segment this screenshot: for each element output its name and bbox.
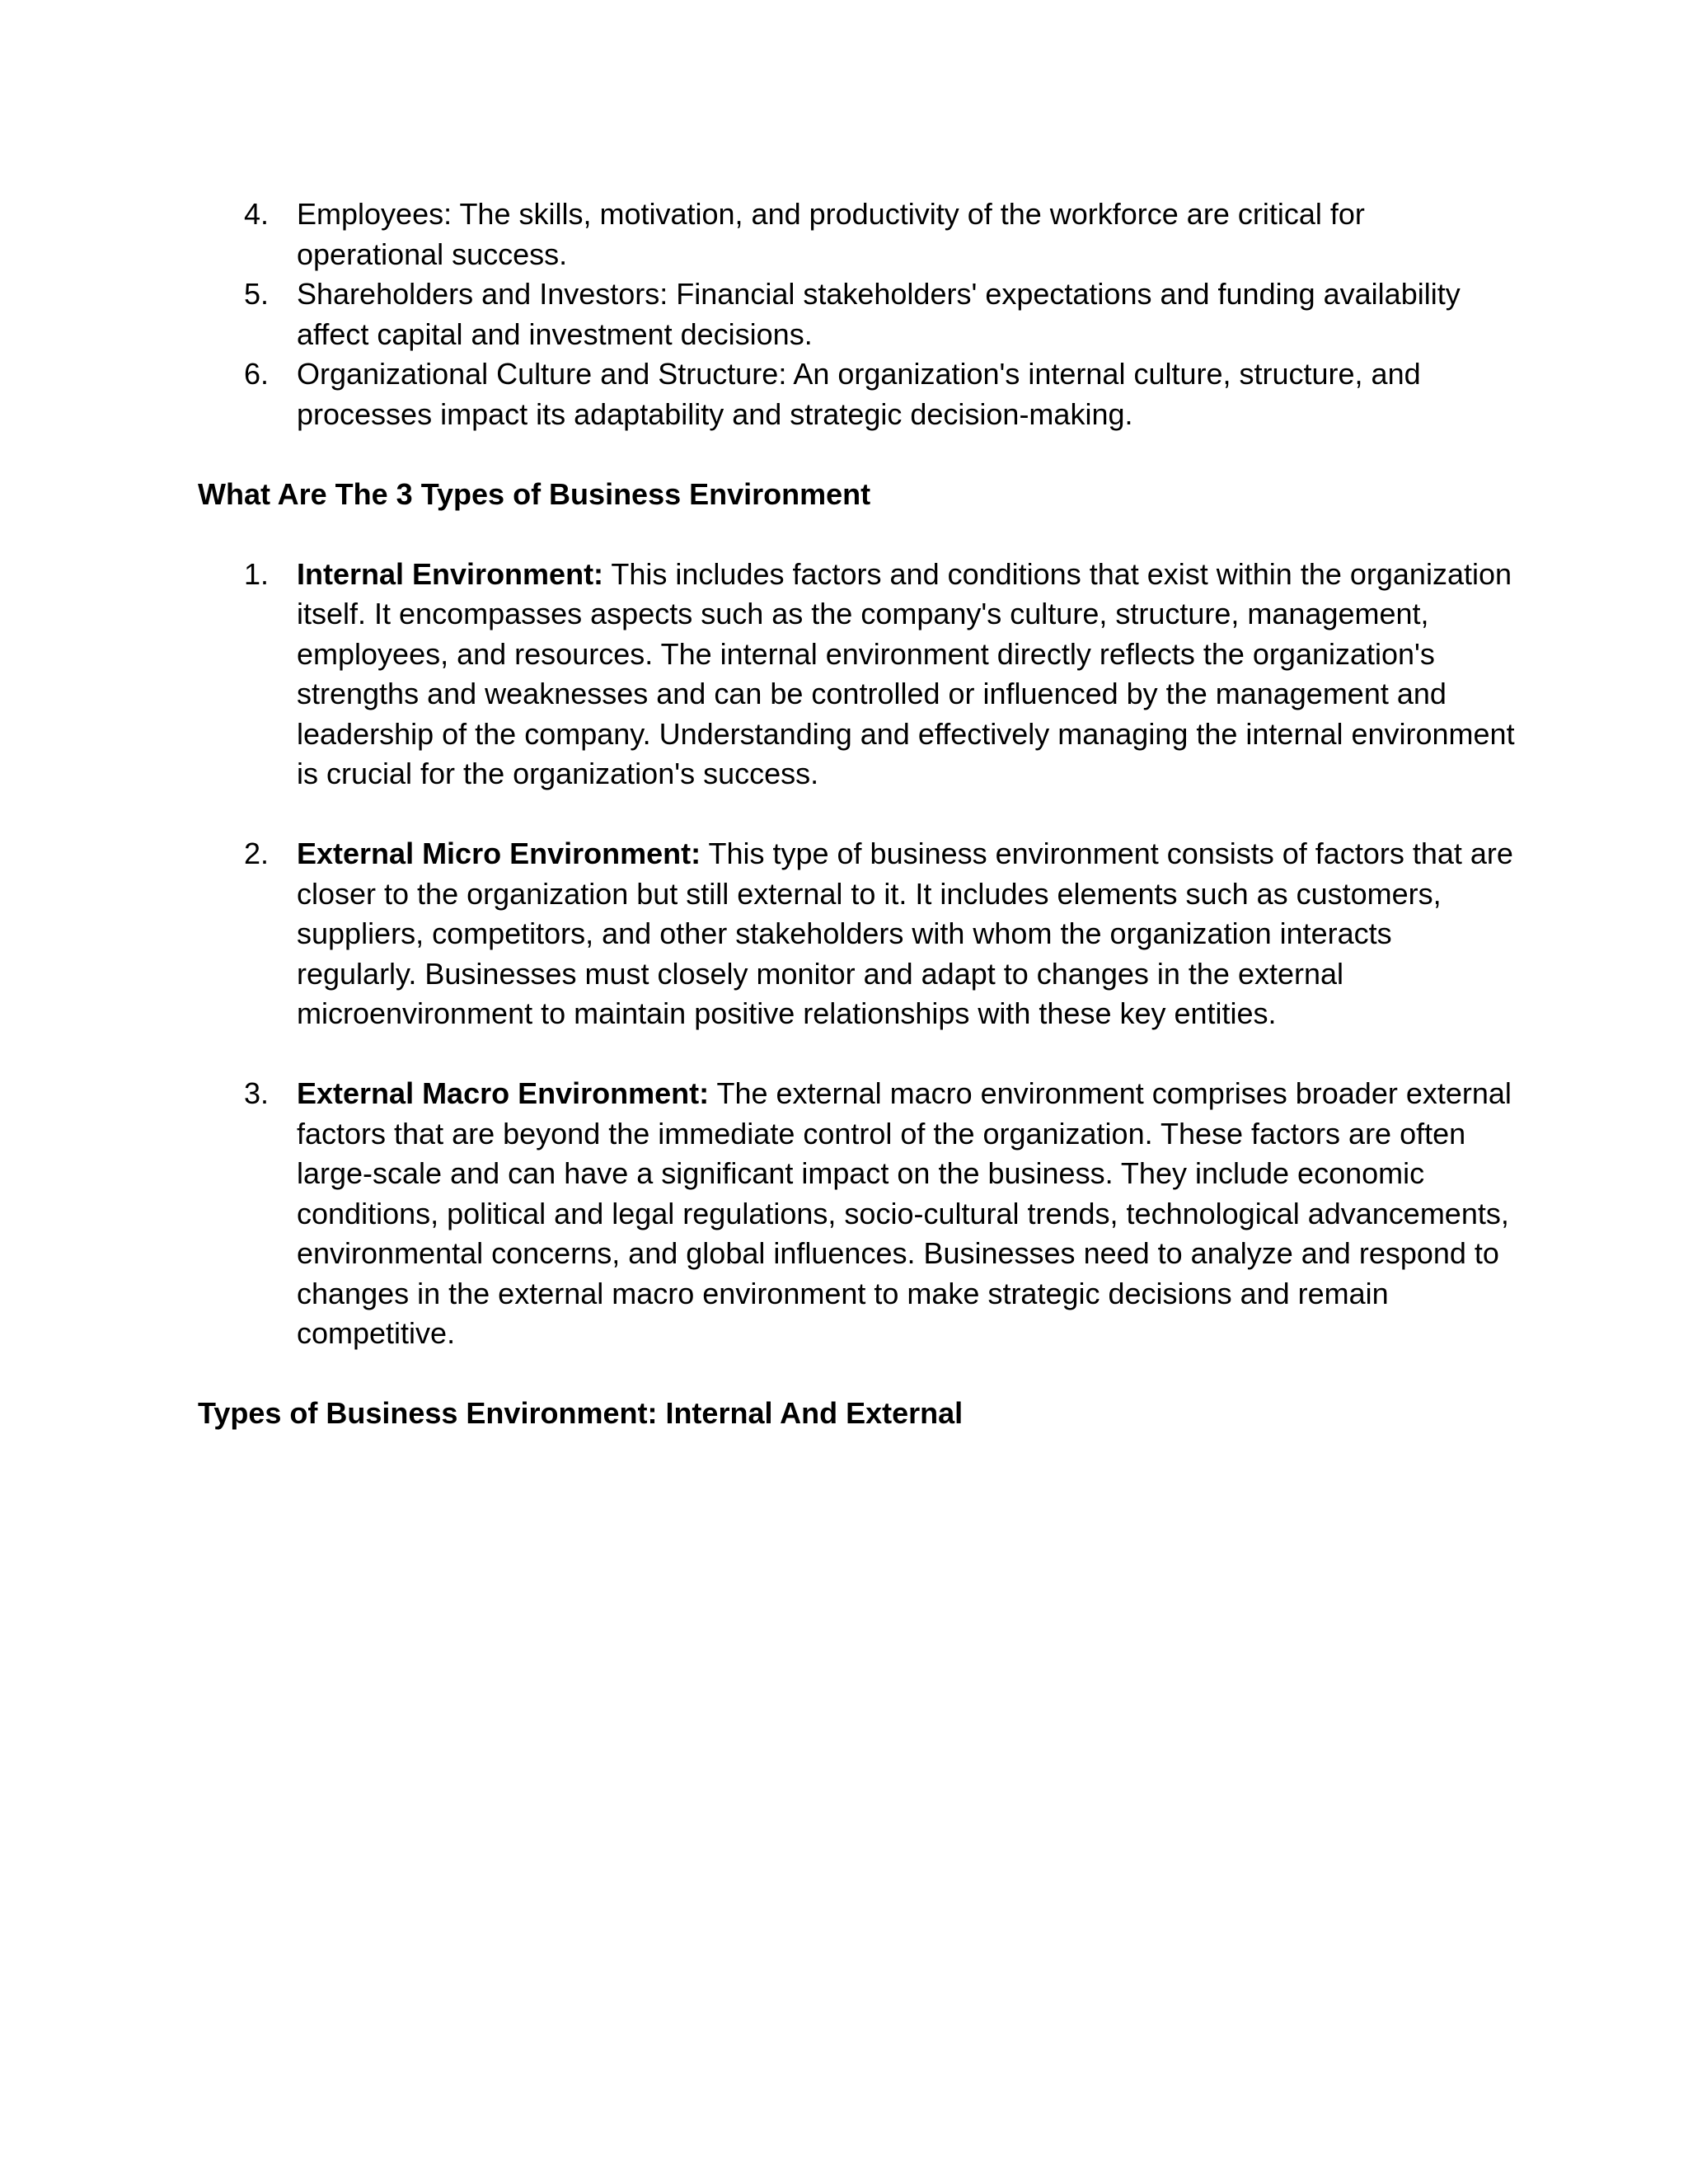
types-list: [198, 555, 1517, 1354]
list-item-text: This includes factors and conditions that exist within the organization itself. It encompasses aspects such as the company's culture, structure, management, employees, and resources. The internal environment directly reflects the organization's strengths and weaknesses and can be controlled or influenced by the management and leadership of the company. Understanding and effectively managing the internal environment is crucial for the organization's success.: [297, 556, 1515, 790]
list-item: [198, 194, 1517, 274]
document-body: [198, 194, 1517, 1434]
list-item-text: Organizational Culture and Structure: An organization's internal culture, structure, and processes impact its adaptability and strategic decision-making.: [297, 357, 1421, 431]
list-number: 6.: [244, 357, 270, 391]
spacer: [198, 1034, 1517, 1075]
list-item: [198, 1074, 1517, 1354]
spacer: [198, 514, 1517, 555]
list-item-lead: External Macro Environment:: [297, 1076, 710, 1110]
factor-list: [198, 194, 1517, 434]
spacer: [198, 434, 1517, 475]
list-item: [198, 274, 1517, 354]
list-item: [198, 555, 1517, 794]
list-number: 2.: [244, 837, 270, 870]
list-item: [198, 834, 1517, 1034]
list-item-text: Employees: The skills, motivation, and productivity of the workforce are critical for operational success.: [297, 197, 1365, 271]
spacer: [198, 1354, 1517, 1394]
spacer: [198, 794, 1517, 835]
section-heading: What Are The 3 Types of Business Environment: [198, 476, 871, 511]
list-number: 4.: [244, 197, 270, 231]
list-item-text: This type of business environment consists of factors that are closer to the organization but still external to it. It includes elements such as customers, suppliers, competitors, and other stakeholders with whom the organization interacts regularly. Businesses must closely monitor and adapt to changes in the external microenvironment to maintain positive relationships with these key entities.: [297, 837, 1513, 1030]
list-item-text: Shareholders and Investors: Financial stakeholders' expectations and funding availability affect capital and investment decisions.: [297, 277, 1461, 351]
list-number: 1.: [244, 556, 270, 591]
list-number: 3.: [244, 1076, 270, 1110]
list-item-lead: External Micro Environment:: [297, 837, 701, 870]
section-heading: Types of Business Environment: Internal And External: [198, 1396, 964, 1430]
list-number: 5.: [244, 277, 270, 311]
list-item: [198, 354, 1517, 434]
list-item-lead: Internal Environment:: [297, 556, 604, 591]
list-item-text: The external macro environment comprises broader external factors that are beyond the immediate control of the organization. These factors are often large-scale and can have a significant impact on the business. They include economic conditions, political and legal regulations, socio-cultural trends, technological advancements, environmental concerns, and global influences. Businesses need to analyze and respond to changes in the external macro environment to make strategic decisions and remain competitive.: [297, 1076, 1512, 1350]
